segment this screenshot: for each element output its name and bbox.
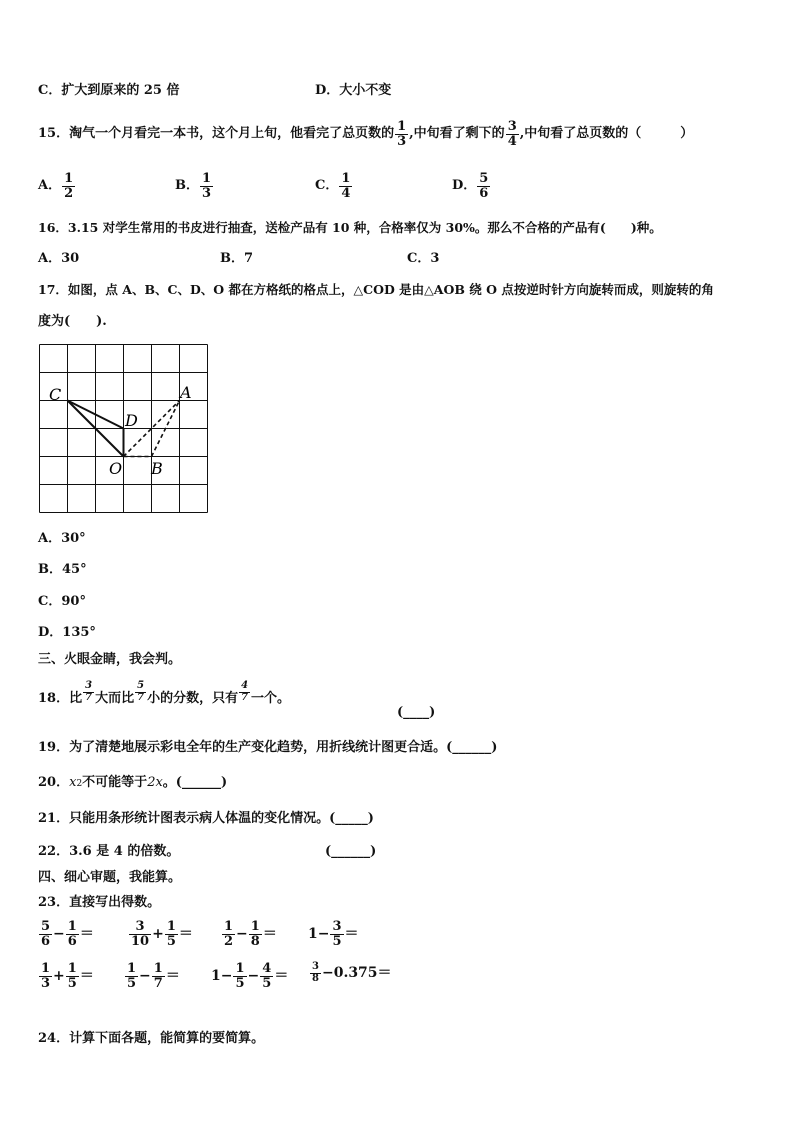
fraction: $\frac{3}{4}$	[507, 119, 517, 149]
calc-item: $\frac{1}{3}$ + $\frac{1}{5}$ ＝	[41, 961, 94, 991]
question-17-line2: 度为( ).	[38, 314, 107, 329]
question-text: ,中旬看了总页数的（ ）	[519, 126, 694, 142]
q15-option-c: C． $\frac{1}{4}$	[315, 171, 351, 201]
point-label-c: C	[49, 385, 62, 404]
calc-item: 1− $\frac{1}{5}$ − $\frac{4}{5}$ ＝	[211, 961, 289, 991]
q17-option-a: A．30°	[38, 531, 86, 546]
point-label-b: B	[151, 459, 163, 478]
question-15	[38, 120, 693, 148]
q17-option-c: C．90°	[38, 594, 86, 609]
q17-option-d: D．135°	[38, 625, 96, 640]
point-label-d: D	[125, 411, 138, 430]
q15-option-a: A． $\frac{1}{2}$	[38, 171, 74, 201]
q14-option-c: C．扩大到原来的 25 倍	[38, 83, 180, 98]
rotation-grid-figure	[39, 344, 208, 513]
question-number: 15．	[38, 126, 70, 142]
q15-option-d: D． $\frac{5}{6}$	[452, 171, 489, 201]
q16-option-c: C．3	[407, 251, 440, 266]
point-label-o: O	[109, 459, 123, 478]
question-text: 淘气一个月看完一本书，这个月上旬，他看完了总页数的	[69, 126, 395, 142]
question-21: 21．只能用条形统计图表示病人体温的变化情况。(_____)	[38, 811, 374, 826]
q17-option-b: B．45°	[38, 562, 87, 577]
q14-option-d: D．大小不变	[315, 83, 392, 98]
answer-blank[interactable]: (____)	[397, 705, 436, 720]
question-19: 19．为了清楚地展示彩电全年的生产变化趋势，用折线统计图更合适。(______)	[38, 740, 498, 755]
answer-blank[interactable]: (______)	[325, 844, 377, 859]
fraction: $\frac{1}{3}$	[397, 119, 407, 149]
point-label-a: A	[180, 383, 192, 402]
calc-item: $\frac{1}{2}$ − $\frac{1}{8}$ ＝	[224, 919, 277, 949]
section-4-heading: 四、细心审题，我能算。	[38, 870, 182, 885]
question-20: 20． x 2 不可能等于 2x 。(______)	[38, 775, 228, 790]
q16-option-b: B．7	[220, 251, 254, 266]
fraction: $\frac{3}{7}$	[85, 680, 93, 703]
question-22: 22．3.6 是 4 的倍数。	[38, 844, 180, 859]
question-17-line1: 17．如图，点 A、B、C、D、O 都在方格纸的格点上，△COD 是由△AOB 绕 O 点按逆时针方向旋转而成，则旋转的角	[38, 282, 714, 297]
question-16: 16．3.15 对学生常用的书皮进行抽查，送检产品有 10 种，合格率仅为 30%。那么不合格的产品有( )种。	[38, 220, 662, 235]
calc-item: $\frac{3}{8}$ −0.375＝	[312, 961, 392, 984]
section-3-heading: 三、火眼金睛，我会判。	[38, 652, 182, 667]
calc-item: $\frac{3}{10}$ + $\frac{1}{5}$ ＝	[131, 919, 193, 949]
question-text: ,中旬看了剩下的	[409, 126, 505, 142]
fraction: $\frac{5}{7}$	[137, 680, 145, 703]
calc-item: $\frac{1}{5}$ − $\frac{1}{7}$ ＝	[127, 961, 180, 991]
calc-item: 1− $\frac{3}{5}$ ＝	[308, 919, 359, 949]
question-23-title: 23．直接写出得数。	[38, 895, 161, 910]
q16-option-a: A．30	[38, 251, 80, 266]
fraction: $\frac{4}{7}$	[241, 680, 249, 703]
q15-option-b: B． $\frac{1}{3}$	[175, 171, 212, 201]
question-18: 18． 比 $\frac{3}{7}$ 大而比 $\frac{5}{7}$ 小的分数，只有 $\frac{4}{7}$ 一个。	[38, 680, 291, 707]
grid-svg	[39, 344, 208, 513]
question-24: 24．计算下面各题，能简算的要简算。	[38, 1031, 265, 1046]
calc-item: $\frac{5}{6}$ − $\frac{1}{6}$ ＝	[41, 919, 94, 949]
